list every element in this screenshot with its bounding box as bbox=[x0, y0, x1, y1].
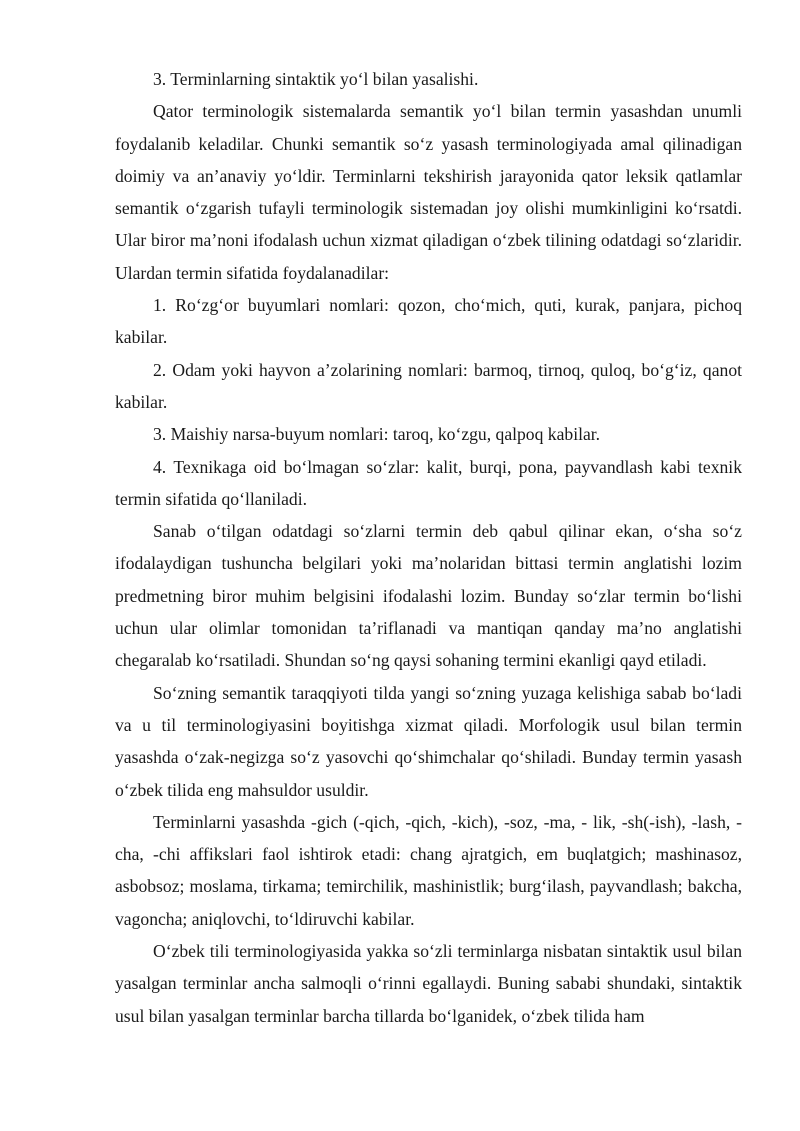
paragraph: Qator terminologik sistemalarda semantik yo‘l bilan termin yasashdan unumli foydalanib keladilar. Chunki semantik so‘z yasash terminologiyada amal qilinadigan doimiy va an’anaviy yo‘ldir. Terminlarni tekshirish jarayonida qator leksik qatlamlar semantik o‘zgarish tufayli terminologik sistemadan joy olishi mumkinligini ko‘rsatdi. Ular biror ma’noni ifodalash uchun xizmat qiladigan o‘zbek tilining odatdagi so‘zlaridir. Ulardan termin sifatida foydalanadilar: bbox=[115, 101, 742, 283]
document-page bbox=[115, 63, 742, 1032]
list-item: 3. Maishiy narsa-buyum nomlari: taroq, ko‘zgu, qalpoq kabilar. bbox=[153, 424, 601, 445]
list-item: 1. Ro‘zg‘or buyumlari nomlari: qozon, cho‘mich, quti, kurak, panjara, pichoq kabilar. bbox=[115, 295, 742, 348]
list-item: 4. Texnikaga oid bo‘lmagan so‘zlar: kalit, burqi, pona, payvandlash kabi texnik termin sifatida qo‘llaniladi. bbox=[115, 456, 742, 509]
paragraph: So‘zning semantik taraqqiyoti tilda yangi so‘zning yuzaga kelishiga sabab bo‘ladi va u til terminologiyasini boyitishga xizmat qiladi. Morfologik usul bilan termin yasashda o‘zak-negizga so‘z yasovchi qo‘shimchalar qo‘shiladi. Bunday termin yasash o‘zbek tilida eng mahsuldor usuldir. bbox=[115, 682, 742, 800]
section-heading: 3. Terminlarning sintaktik yo‘l bilan yasalishi. bbox=[153, 69, 479, 89]
list-item: 2. Odam yoki hayvon a’zolarining nomlari: barmoq, tirnoq, quloq, bo‘g‘iz, qanot kabilar. bbox=[115, 359, 742, 412]
paragraph: Sanab o‘tilgan odatdagi so‘zlarni termin deb qabul qilinar ekan, o‘sha so‘z ifodalaydigan tushuncha belgilari yoki ma’nolaridan bittasi termin anglatishi lozim predmetning biror muhim belgisini ifodalashi lozim. Bunday so‘zlar termin bo‘lishi uchun ular olimlar tomonidan ta’riflanadi va mantiqan qanday ma’no anglatishi chegaralab ko‘rsatiladi. Shundan so‘ng qaysi sohaning termini ekanligi qayd etiladi. bbox=[115, 521, 742, 671]
paragraph: Terminlarni yasashda -gich (-qich, -qich, -kich), -soz, -ma, - lik, -sh(-ish), -lash, -cha, -chi affikslari faol ishtirok etadi: chang ajratgich, em buqlatgich; mashinasoz, asbobsoz; moslama, tirkama; temirchilik, mashinistlik; burg‘ilash, payvandlash; bakcha, vagoncha; aniqlovchi, to‘ldiruvchi kabilar. bbox=[115, 811, 742, 929]
paragraph: O‘zbek tili terminologiyasida yakka so‘zli terminlarga nisbatan sintaktik usul bilan yasalgan terminlar ancha salmoqli o‘rinni egallaydi. Buning sababi shundaki, sintaktik usul bilan yasalgan terminlar barcha tillarda bo‘lganidek, o‘zbek tilida ham bbox=[115, 941, 742, 1026]
